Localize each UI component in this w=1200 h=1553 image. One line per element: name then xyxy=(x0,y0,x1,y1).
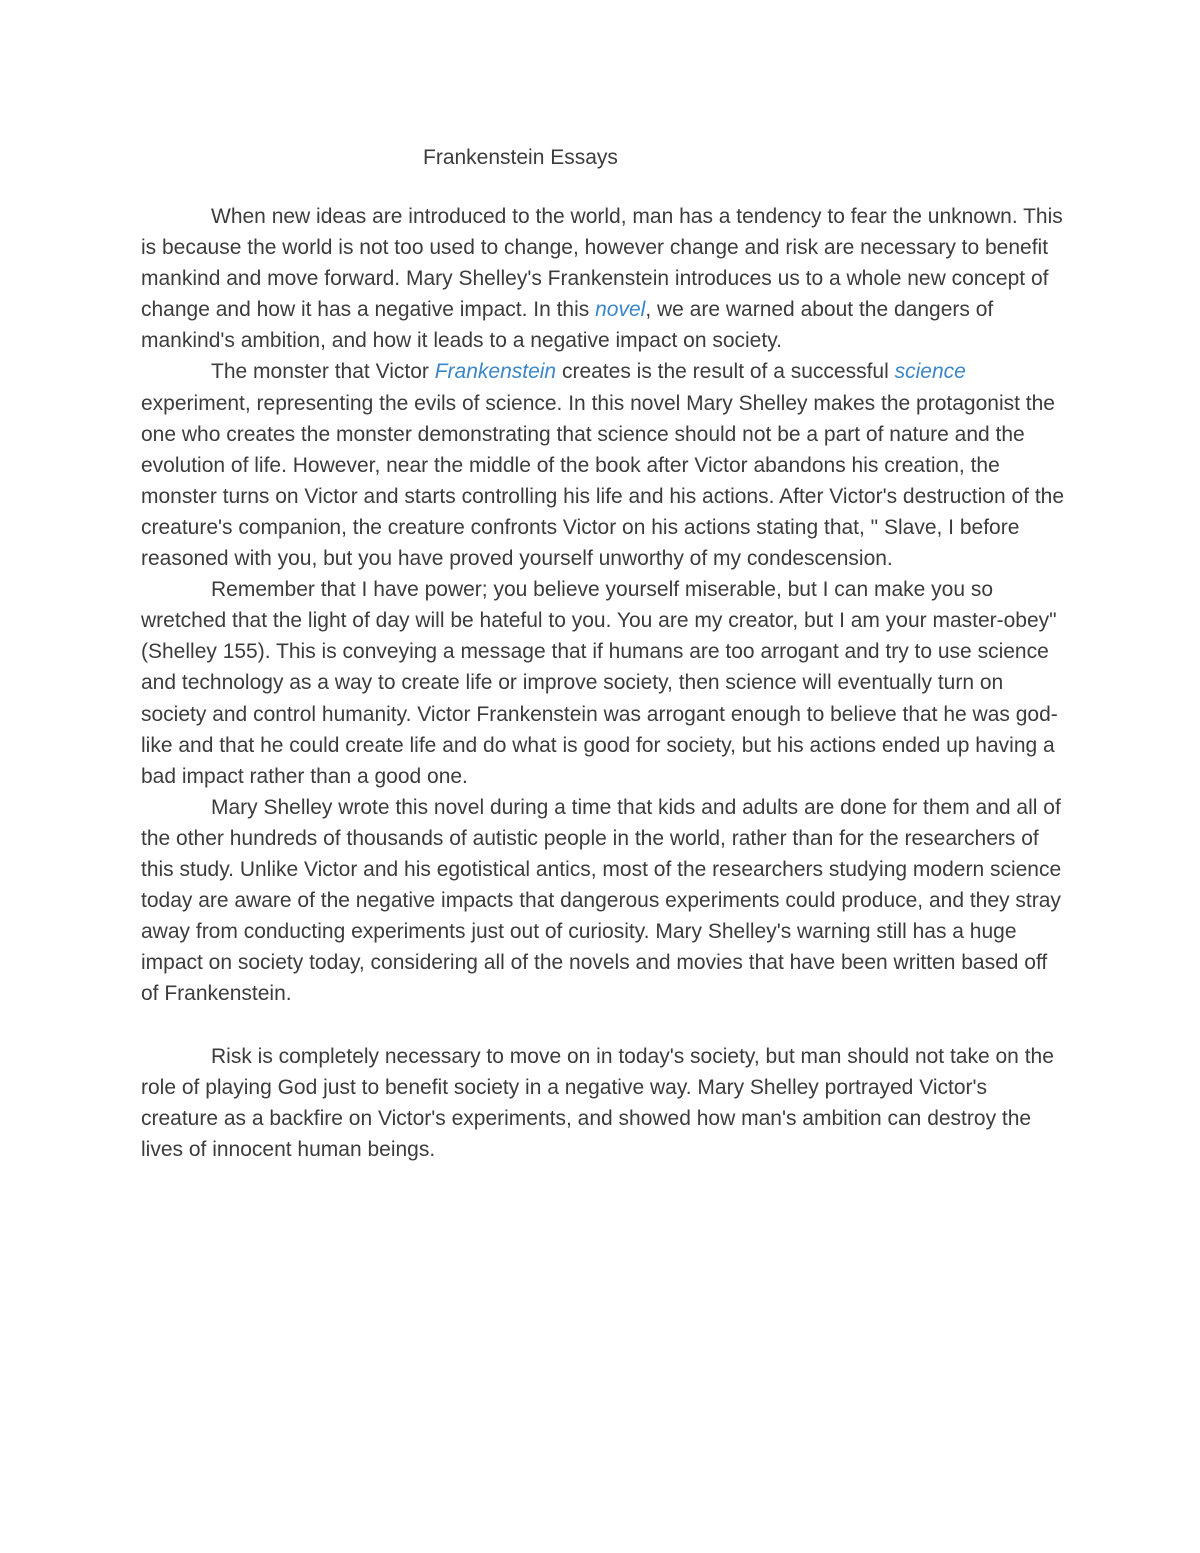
paragraph-2-text-c: experiment, representing the evils of science. In this novel Mary Shelley makes the protagonist the one who creates the monster demonstrating that science should not be a part of nature and the evolution of life. However, near the middle of the book after Victor abandons his creation, the monster turns on Victor and starts controlling his life and his actions. After Victor's destruction of the creature's companion, the creature confronts Victor on his actions stating that, " Slave, I before reasoned with you, but you have proved yourself unworthy of my condescension. xyxy=(141,391,1065,571)
paragraph-1-text-a: When new ideas are introduced to the world, man has a tendency to fear the unknown. This is because the world is not too used to change, however change and risk are necessary to benefit mankind and move forward. Mary Shelley's Frankenstein introduces us to a whole new concept of change and how it has a negative impact. In this xyxy=(141,205,1063,322)
paragraph-3: Remember that I have power; you believe yourself miserable, but I can make you so wretched that the light of day will be hateful to you. You are my creator, but I am your master-obey" (Shelley 155). This is conveying a message that if humans are too arrogant and try to use science and technology as a way to create life or improve society, then science will eventually turn on society and control humanity. Victor Frankenstein was arrogant enough to believe that he was god-like and that he could create life and do what is good for society, but his actions ended up having a bad impact rather than a good one. xyxy=(141,578,1058,788)
paragraph-2 xyxy=(141,356,1066,574)
paragraph-2-text-a: The monster that Victor xyxy=(211,360,435,384)
essay-body xyxy=(141,201,1066,1165)
link-frankenstein[interactable]: Frankenstein xyxy=(434,360,557,384)
paragraph-5: Risk is completely necessary to move on in today's society, but man should not take on the role of playing God just to benefit society in a negative way. Mary Shelley portrayed Victor's creature as a backfire on Victor's experiments, and showed how man's ambition can destroy the lives of innocent human beings. xyxy=(141,1044,1054,1161)
document-title: Frankenstein Essays xyxy=(423,146,618,169)
paragraph-2-text-b: creates is the result of a successful xyxy=(556,360,895,384)
paragraph-4: Mary Shelley wrote this novel during a time that kids and adults are done for them and all of the other hundreds of thousands of autistic people in the world, rather than for the researchers of this study. Unlike Victor and his egotistical antics, most of the researchers studying modern science today are aware of the negative impacts that dangerous experiments could produce, and they stray away from conducting experiments just out of curiosity. Mary Shelley's warning still has a huge impact on society today, considering all of the novels and movies that have been written based off of Frankenstein. xyxy=(141,795,1062,1006)
paragraph-1-text-b: , we are warned about the dangers of mankind's ambition, and how it leads to a negative impact on society. xyxy=(141,298,994,353)
link-novel[interactable]: novel xyxy=(595,298,646,322)
paragraph-1 xyxy=(141,201,1066,356)
link-science[interactable]: science xyxy=(894,360,966,384)
